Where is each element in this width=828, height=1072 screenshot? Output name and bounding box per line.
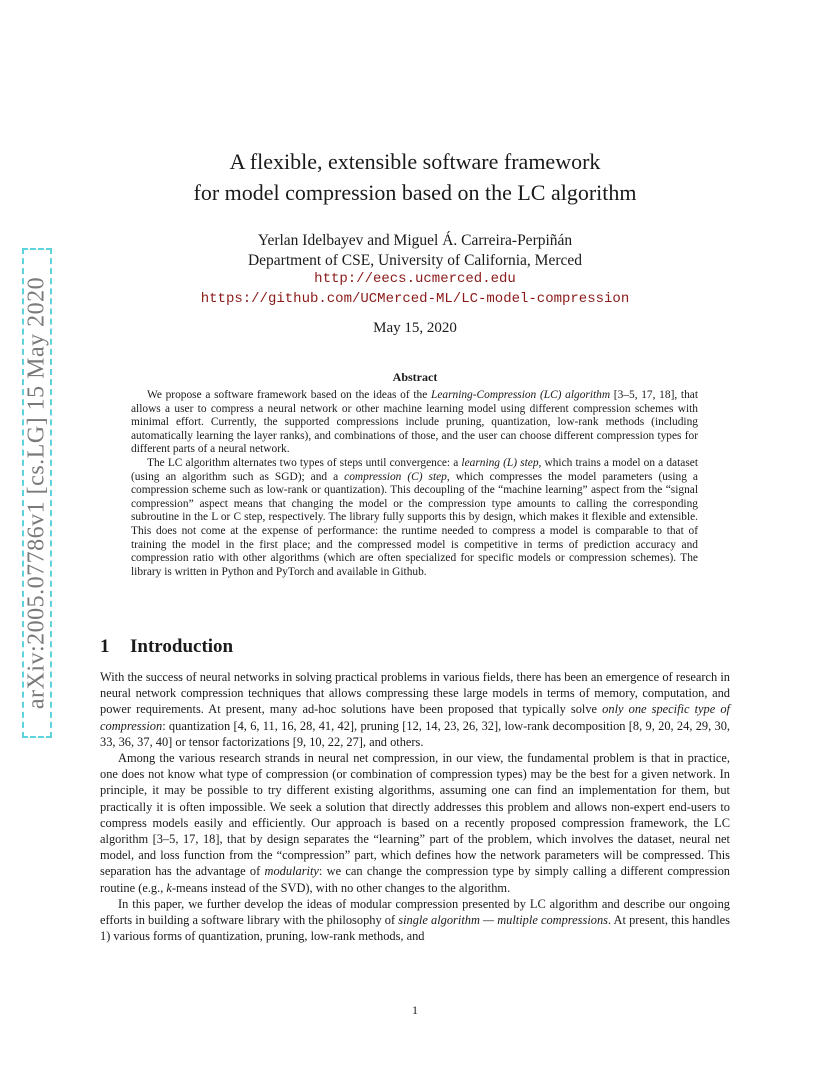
body-paragraph: With the success of neural networks in solving practical problems in various fields, there has been an emergence of research in neural network compression techniques that allows compressing these large models in terms of memory, computation, and power requirements. At present, many ad-hoc solutions have been proposed that typically solve only one specific type of compression: quantization [4, 6, 11, 16, 28, 41, 42], pruning [12, 14, 23, 26, 32], low-rank decomposition [8, 9, 20, 24, 29, 30, 33, 36, 37, 40] or tensor factorizations [9, 10, 22, 27], and others. [100,670,730,749]
abstract-paragraph: We propose a software framework based on the ideas of the Learning-Compression (LC) algorithm [3–5, 17, 18], that allows a user to compress a neural network or other machine learning model using different compression schemes with minimal effort. Currently, the supported compressions include pruning, quantization, low-rank methods (including automatically learning the layer ranks), and combinations of those, and the user can choose different compression types for different parts of a neural network. [131,389,698,456]
introduction-body [100,669,730,944]
author-names: Yerlan Idelbayev and Miguel Á. Carreira-Perpiñán [257,232,573,249]
abstract-heading: Abstract [392,370,438,384]
abstract-paragraph: The LC algorithm alternates two types of steps until convergence: a learning (L) step, which trains a model on a dataset (using an algorithm such as SGD); and a compression (C) step, which compresses the model parameters (using a compression scheme such as low-rank or quantization). This decoupling of the “machine learning” aspect from the “signal compression” aspect means that changing the model or the compression type amounts to calling the corresponding subroutine in the L or C step, respectively. The library fully supports this by design, which makes it flexible and extensible. This does not come at the expense of performance: the runtime needed to compress a model is comparable to that of training the model in the first place; and the compressed model is competitive in terms of prediction accuracy and compression ratio with other algorithms (which are often specialized for specific models or compression schemes). The library is written in Python and PyTorch and available in Github. [131,456,698,578]
title-line-1: A flexible, extensible software framework [229,149,601,174]
arxiv-identifier: arXiv:2005.07786v1 [cs.LG] 15 May 2020 [23,276,50,710]
paper-title [100,146,730,208]
section-title: Introduction [130,636,234,657]
body-paragraph: Among the various research strands in neural net compression, in our view, the fundamental problem is that in practice, one does not know what type of compression (or combination of compression types) may be the best for a given network. In principle, it may be possible to try different existing algorithms, assuming one can find an implementation for them, but practically it is often impossible. We seek a solution that directly addresses this problem and allows non-expert end-users to compress models easily and efficiently. Our approach is based on a recently proposed compression framework, the LC algorithm [3–5, 17, 18], that by design separates the “learning” part of the problem, which involves the dataset, neural net model, and loss function from the “compression” part, which defines how the network parameters will be compressed. This separation has the advantage of modularity: we can change the compression type by simply calling a different compression routine (e.g., k-means instead of the SVD), with no other changes to the algorithm. [100,751,730,895]
paper-date: May 15, 2020 [373,320,457,336]
department-url-link[interactable]: http://eecs.ucmerced.edu [314,271,516,287]
abstract-body [131,389,698,579]
author-block [100,231,730,309]
github-url-link[interactable]: https://github.com/UCMerced-ML/LC-model-compression [200,290,630,307]
section-heading [100,636,233,658]
page-number: 1 [412,1003,418,1017]
section-number: 1 [100,636,110,657]
author-affiliation: Department of CSE, University of California, Merced [247,251,583,269]
title-line-2: for model compression based on the LC algorithm [193,180,637,205]
body-paragraph: In this paper, we further develop the ideas of modular compression presented by LC algorithm and describe our ongoing efforts in building a software library with the philosophy of single algorithm — multiple compressions. At present, this handles 1) various forms of quantization, pruning, low-rank methods, and [100,896,731,944]
arxiv-stamp [22,248,52,738]
